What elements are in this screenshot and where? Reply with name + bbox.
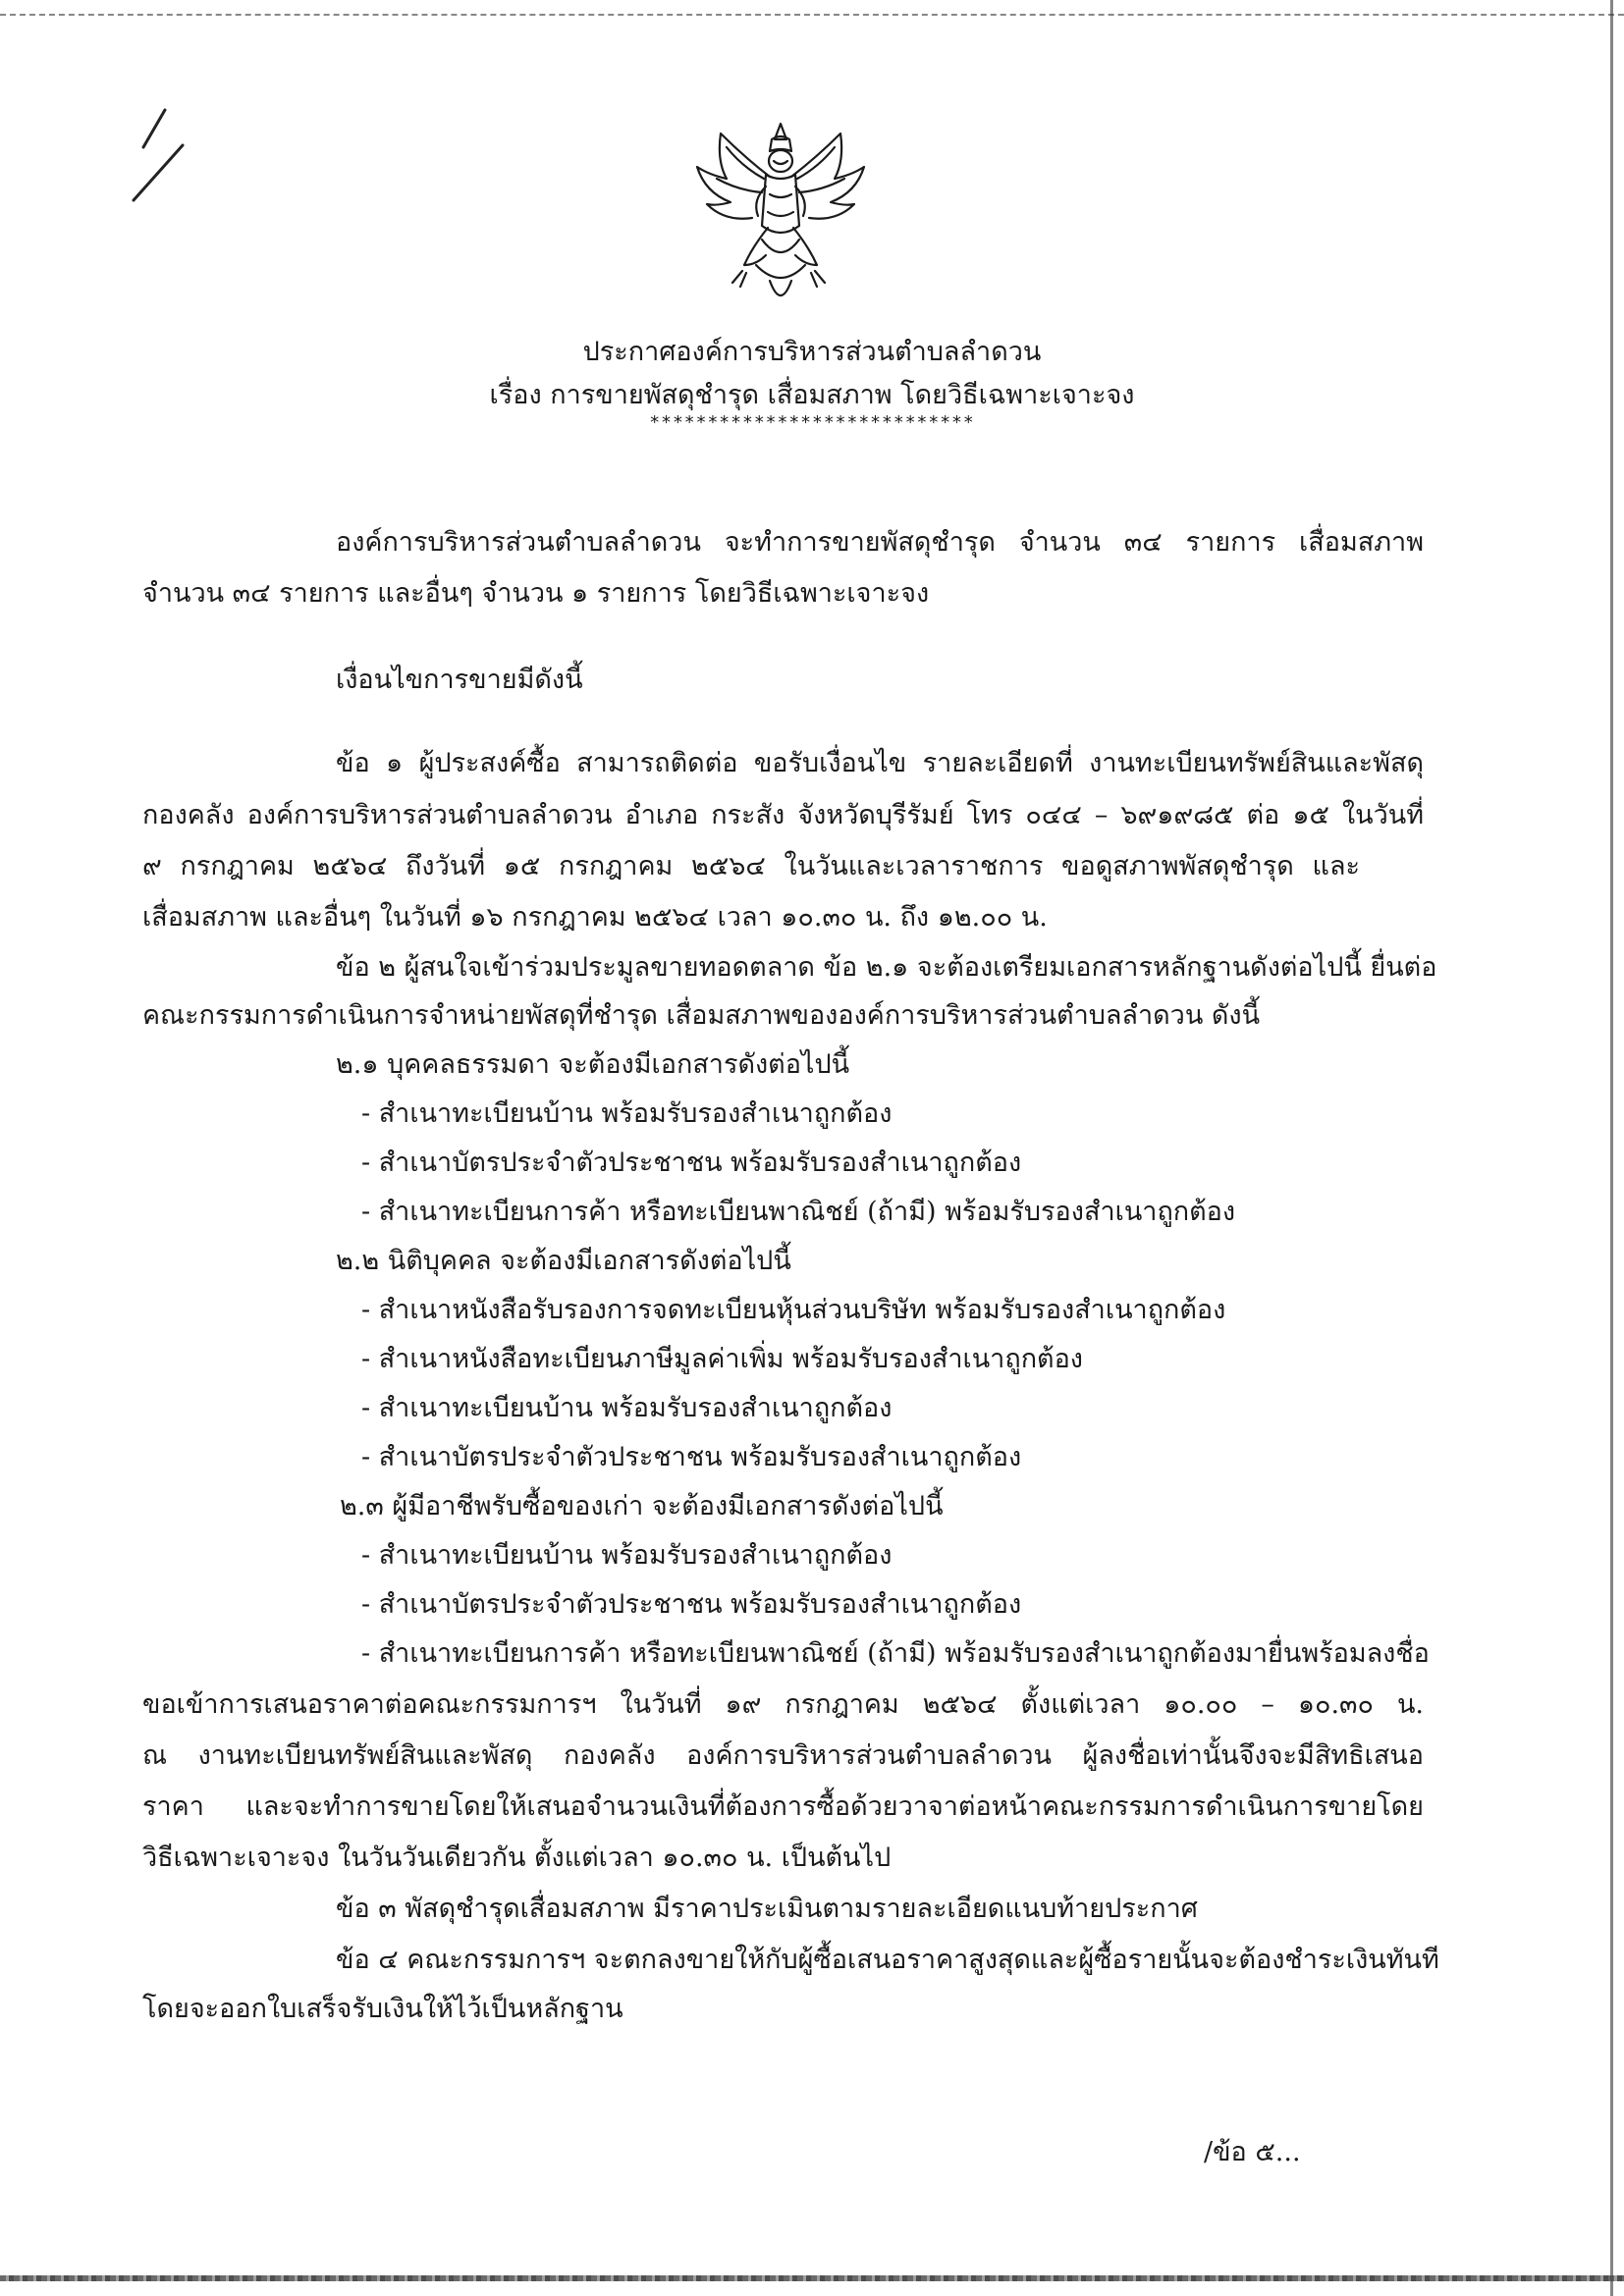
title-separator: **************************** xyxy=(649,412,975,433)
clause-1-line-4: เสื่อมสภาพ และอื่นๆ ในวันที่ ๑๖ กรกฎาคม ๒๕๖๔ เวลา ๑๐.๓๐ น. ถึง ๑๒.๐๐ น. xyxy=(142,902,1048,933)
conditions-heading: เงื่อนไขการขายมีดังนี้ xyxy=(336,665,583,695)
section-2-2-item: - สำเนาบัตรประจำตัวประชาชน พร้อมรับรองสำเนาถูกต้อง xyxy=(361,1442,1022,1472)
section-2-3-continuation: วิธีเฉพาะเจาะจง ในวันวันเดียวกัน ตั้งแต่เวลา ๑๐.๓๐ น. เป็นต้นไป xyxy=(142,1842,892,1873)
clause-4-line-2: โดยจะออกใบเสร็จรับเงินให้ไว้เป็นหลักฐาน xyxy=(142,1994,623,2024)
intro-paragraph-line-1: องค์การบริหารส่วนตำบลลำดวน จะทำการขายพัสดุชำรุด จำนวน ๓๔ รายการ เสื่อมสภาพ xyxy=(336,527,1424,558)
clause-1-line-1: ข้อ ๑ ผู้ประสงค์ซื้อ สามารถติดต่อ ขอรับเงื่อนไข รายละเอียดที่ งานทะเบียนทรัพย์สินและพัสดุ xyxy=(336,748,1424,778)
scan-edge-bottom xyxy=(0,2275,1624,2281)
intro-paragraph-line-2: จำนวน ๓๔ รายการ และอื่นๆ จำนวน ๑ รายการ โดยวิธีเฉพาะเจาะจง xyxy=(142,578,930,609)
section-2-2-heading: ๒.๒ นิติบุคคล จะต้องมีเอกสารดังต่อไปนี้ xyxy=(336,1246,791,1276)
section-2-3-item: - สำเนาทะเบียนบ้าน พร้อมรับรองสำเนาถูกต้อง xyxy=(361,1540,893,1571)
section-2-3-continuation: ขอเข้าการเสนอราคาต่อคณะกรรมการฯ ในวันที่ ๑๙ กรกฎาคม ๒๕๖๔ ตั้งแต่เวลา ๑๐.๐๐ – ๑๐.๓๐ น. xyxy=(142,1689,1424,1720)
section-2-2-item: - สำเนาหนังสือทะเบียนภาษีมูลค่าเพิ่ม พร้อมรับรองสำเนาถูกต้อง xyxy=(361,1344,1083,1374)
section-2-2-item: - สำเนาหนังสือรับรองการจดทะเบียนหุ้นส่วนบริษัท พร้อมรับรองสำเนาถูกต้อง xyxy=(361,1295,1226,1325)
handwritten-mark xyxy=(126,106,194,204)
announcement-subject: เรื่อง การขายพัสดุชำรุด เสื่อมสภาพ โดยวิธีเฉพาะเจาะจง xyxy=(489,380,1135,410)
section-2-2-item: - สำเนาทะเบียนบ้าน พร้อมรับรองสำเนาถูกต้อง xyxy=(361,1393,893,1423)
page-continuation-marker: /ข้อ ๕... xyxy=(1204,2137,1301,2167)
announcement-title: ประกาศองค์การบริหารส่วนตำบลลำดวน xyxy=(582,337,1042,367)
section-2-3-item: - สำเนาบัตรประจำตัวประชาชน พร้อมรับรองสำเนาถูกต้อง xyxy=(361,1589,1022,1620)
section-2-3-heading: ๒.๓ ผู้มีอาชีพรับซื้อของเก่า จะต้องมีเอกสารดังต่อไปนี้ xyxy=(340,1491,944,1522)
section-2-1-item: - สำเนาทะเบียนการค้า หรือทะเบียนพาณิชย์ (ถ้ามี) พร้อมรับรองสำเนาถูกต้อง xyxy=(361,1197,1236,1227)
clause-1-line-3: ๙ กรกฎาคม ๒๕๖๔ ถึงวันที่ ๑๕ กรกฎาคม ๒๕๖๔ ในวันและเวลาราชการ ขอดูสภาพพัสดุชำรุด และ xyxy=(142,851,1360,881)
section-2-3-item: - สำเนาทะเบียนการค้า หรือทะเบียนพาณิชย์ (ถ้ามี) พร้อมรับรองสำเนาถูกต้องมายื่นพร้อมลงชื่อ xyxy=(361,1638,1430,1669)
section-2-1-item: - สำเนาบัตรประจำตัวประชาชน พร้อมรับรองสำเนาถูกต้อง xyxy=(361,1148,1022,1178)
section-2-1-item: - สำเนาทะเบียนบ้าน พร้อมรับรองสำเนาถูกต้อง xyxy=(361,1098,893,1129)
clause-2-line-2: คณะกรรมการดำเนินการจำหน่ายพัสดุที่ชำรุด เสื่อมสภาพขององค์การบริหารส่วนตำบลลำดวน ดังนี้ xyxy=(142,1000,1261,1031)
section-2-1-heading: ๒.๑ บุคคลธรรมดา จะต้องมีเอกสารดังต่อไปนี้ xyxy=(336,1049,850,1080)
clause-3: ข้อ ๓ พัสดุชำรุดเสื่อมสภาพ มีราคาประเมินตามรายละเอียดแนบท้ายประกาศ xyxy=(336,1894,1198,1924)
clause-1-line-2: กองคลัง องค์การบริหารส่วนตำบลลำดวน อำเภอ กระสัง จังหวัดบุรีรัมย์ โทร ๐๔๔ – ๖๙๑๙๘๕ ต่อ ๑๕ ในวันที่ xyxy=(142,800,1424,830)
section-2-3-continuation: ราคา และจะทำการขายโดยให้เสนอจำนวนเงินที่ต้องการซื้อด้วยวาจาต่อหน้าคณะกรรมการดำเนินการขายโดย xyxy=(142,1791,1424,1822)
scan-edge-top xyxy=(0,14,1624,16)
garuda-emblem-icon xyxy=(687,118,874,314)
clause-2-line-1: ข้อ ๒ ผู้สนใจเข้าร่วมประมูลขายทอดตลาด ข้อ ๒.๑ จะต้องเตรียมเอกสารหลักฐานดังต่อไปนี้ ยื่นต่อ xyxy=(336,952,1437,983)
section-2-3-continuation: ณ งานทะเบียนทรัพย์สินและพัสดุ กองคลัง องค์การบริหารส่วนตำบลลำดวน ผู้ลงชื่อเท่านั้นจึงจะมีสิทธิเสนอ xyxy=(142,1740,1424,1771)
clause-4-line-1: ข้อ ๔ คณะกรรมการฯ จะตกลงขายให้กับผู้ซื้อเสนอราคาสูงสุดและผู้ซื้อรายนั้นจะต้องชำระเงินทันที xyxy=(336,1945,1439,1975)
